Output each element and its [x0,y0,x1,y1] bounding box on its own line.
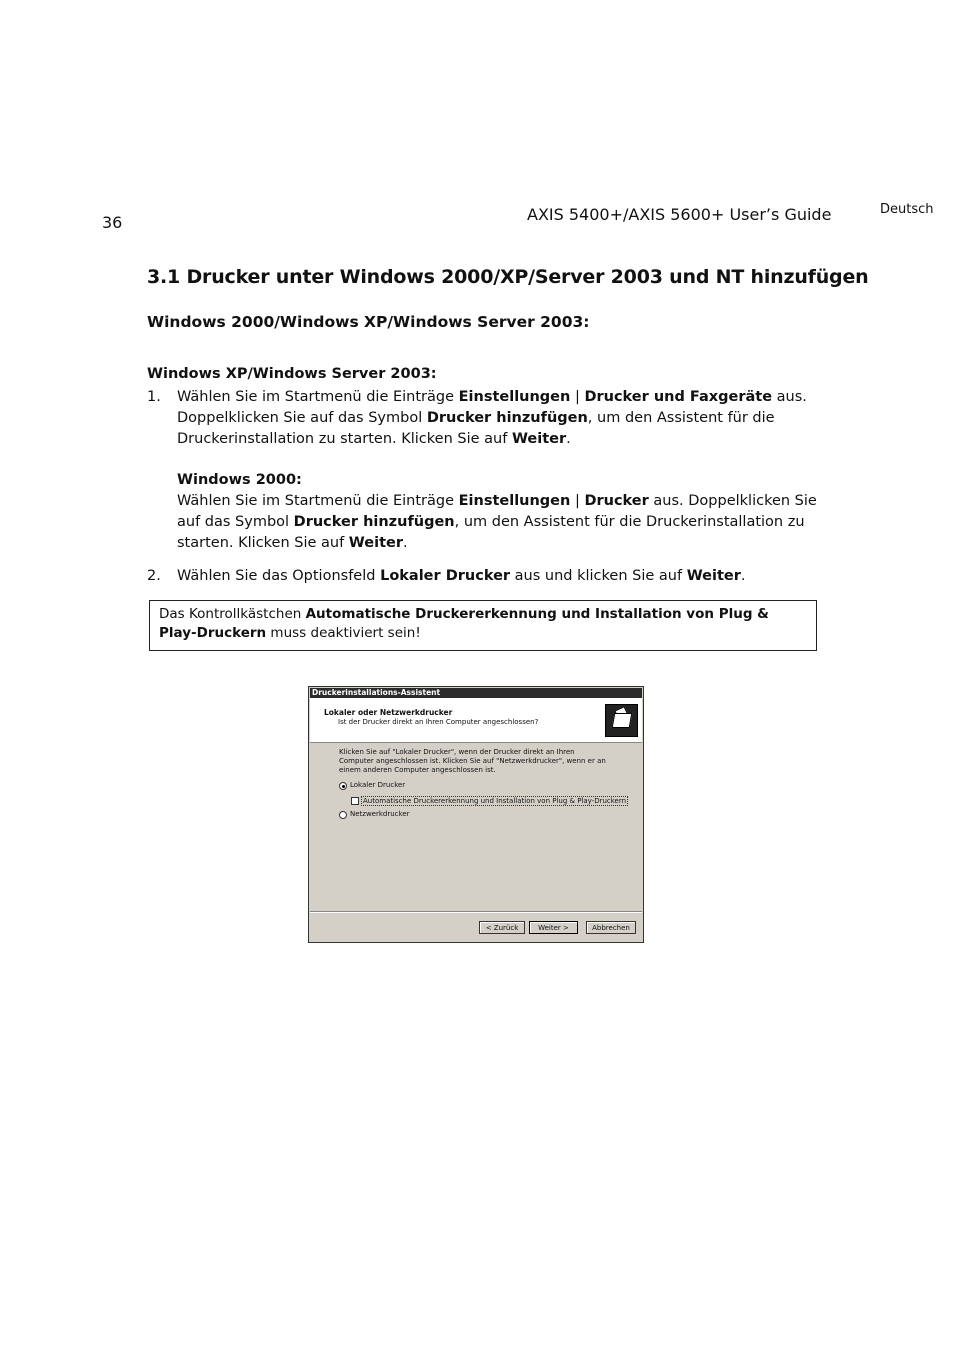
text: | [570,389,585,405]
dialog-header-subtitle: Ist der Drucker direkt an Ihren Computer angeschlossen? [338,718,539,726]
checkbox-ref: Automatische Druckererkennung und Installation von Plug & Play-Druckern [159,606,769,641]
menu-ref: Lokaler Drucker [380,568,511,584]
section-subtitle: Windows 2000/Windows XP/Windows Server 2003: [147,313,590,331]
printer-icon [605,704,638,737]
menu-ref: Weiter [348,535,403,551]
checkbox-auto-detect[interactable] [351,797,359,805]
menu-ref: Einstellungen [458,493,571,509]
windows-2000-block [177,470,827,554]
language-tab: Deutsch [880,202,934,217]
text: aus und klicken Sie auf [510,568,687,584]
step-1-number: 1. [147,389,161,405]
text: , um den Assistent für die Druckerinstallation zu starten. Klicken Sie auf [177,514,805,551]
text: . [740,568,746,584]
printer-wizard-dialog [308,686,644,943]
dialog-header-title: Lokaler oder Netzwerkdrucker [324,708,453,717]
menu-ref: Drucker [584,493,649,509]
page-number: 36 [102,213,123,232]
menu-ref: Drucker und Faxgeräte [584,389,773,405]
dialog-description: Klicken Sie auf "Lokaler Drucker", wenn der Drucker direkt an Ihren Computer angeschlossen ist. Klicken Sie auf "Netzwerkdrucker", wenn er an einem anderen Computer angeschlossen ist. [339,748,606,774]
text: muss deaktiviert sein! [266,625,421,641]
text: Wählen Sie im Startmenü die Einträge [177,389,459,405]
text: aus. Doppelklicken Sie auf das Symbol [177,493,817,530]
printer-body-shape [612,713,633,728]
menu-ref: Einstellungen [458,389,571,405]
note-box [149,600,817,651]
menu-ref: Drucker hinzufügen [426,410,588,426]
step-2-text [177,566,827,587]
text: Wählen Sie im Startmenü die Einträge [177,493,459,509]
next-button[interactable]: Weiter > [529,921,578,934]
radio-local-printer[interactable] [339,782,347,790]
text: . [566,431,571,447]
step-1-text [177,387,827,450]
section-title: 3.1 Drucker unter Windows 2000/XP/Server 2003 und NT hinzufügen [147,266,869,288]
radio-network-printer[interactable] [339,811,347,819]
text: , um den Assistent für die Druckerinstallation zu starten. Klicken Sie auf [177,410,775,447]
text: | [570,493,585,509]
back-button[interactable]: < Zurück [479,921,525,934]
w2k-heading: Windows 2000: [177,472,302,488]
running-title: AXIS 5400+/AXIS 5600+ User’s Guide [527,205,832,224]
menu-ref: Weiter [686,568,741,584]
text: aus. Doppelklicken Sie auf das Symbol [177,389,807,426]
xp-heading: Windows XP/Windows Server 2003: [147,366,437,382]
radio-network-printer-label[interactable]: Netzwerkdrucker [350,810,410,818]
cancel-button[interactable]: Abbrechen [586,921,636,934]
step-2-number: 2. [147,568,161,584]
checkbox-auto-detect-label[interactable]: Automatische Druckererkennung und Installation von Plug & Play-Druckern [363,797,627,805]
dialog-separator [310,911,642,913]
dialog-titlebar: Druckerinstallations-Assistent [310,688,642,698]
text: Das Kontrollkästchen [159,606,306,622]
text: . [403,535,408,551]
text: Wählen Sie das Optionsfeld [177,568,381,584]
menu-ref: Weiter [511,431,567,447]
dialog-header [310,698,642,743]
menu-ref: Drucker hinzufügen [293,514,455,530]
radio-local-printer-label[interactable]: Lokaler Drucker [350,781,406,789]
